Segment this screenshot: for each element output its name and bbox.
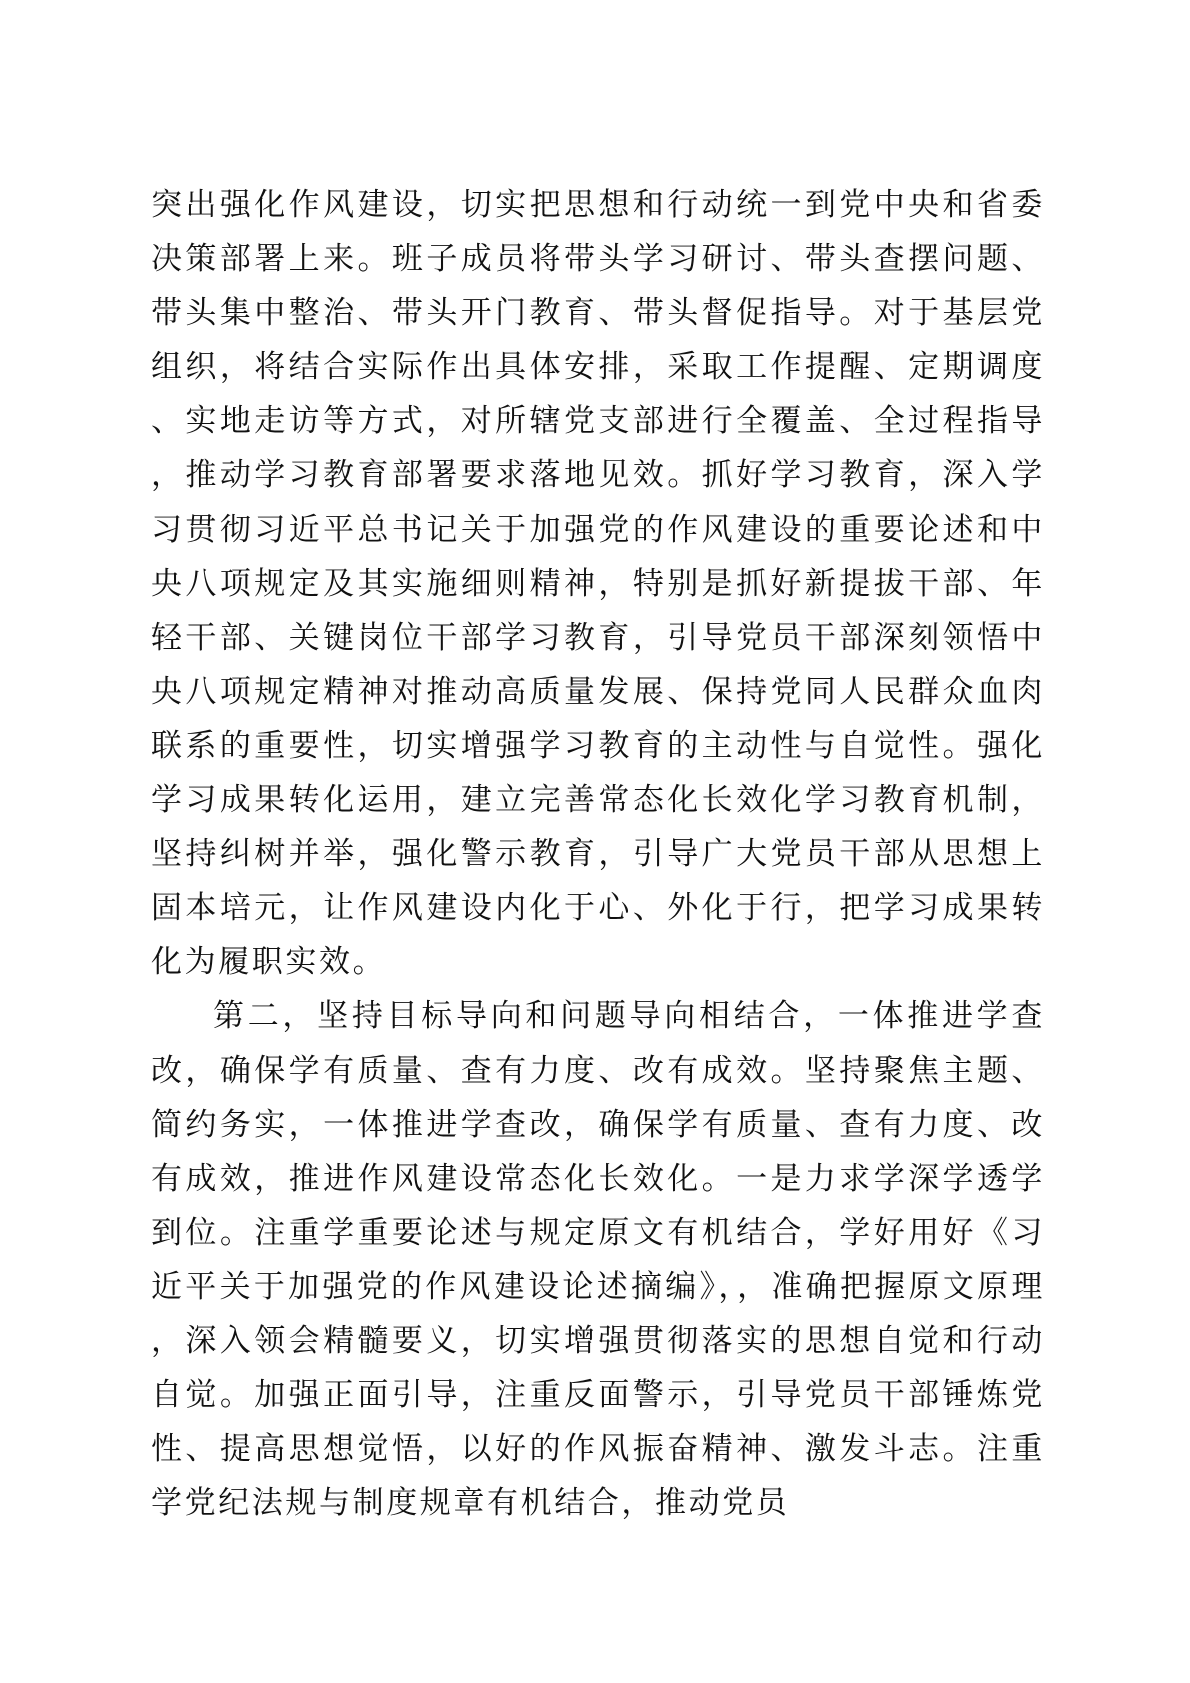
document-body xyxy=(151,178,1045,1530)
paragraph-1: 突出强化作风建设，切实把思想和行动统一到党中央和省委决策部署上来。班子成员将带头学习研讨、带头查摆问题、带头集中整治、带头开门教育、带头督促指导。对于基层党组织，将结合实际作出具体安排，采取工作提醒、定期调度、实地走访等方式，对所辖党支部进行全覆盖、全过程指导，推动学习教育部署要求落地见效。抓好学习教育，深入学习贯彻习近平总书记关于加强党的作风建设的重要论述和中央八项规定及其实施细则精神，特别是抓好新提拔干部、年轻干部、关键岗位干部学习教育，引导党员干部深刻领悟中央八项规定精神对推动高质量发展、保持党同人民群众血肉联系的重要性，切实增强学习教育的主动性与自觉性。强化学习成果转化运用，建立完善常态化长效化学习教育机制，坚持纠树并举，强化警示教育，引导广大党员干部从思想上固本培元，让作风建设内化于心、外化于行，把学习成果转化为履职实效。 xyxy=(151,187,1045,981)
paragraph-2: 第二，坚持目标导向和问题导向相结合，一体推进学查改，确保学有质量、查有力度、改有成效。坚持聚焦主题、简约务实，一体推进学查改，确保学有质量、查有力度、改有成效，推进作风建设常态化长效化。一是力求学深学透学到位。注重学重要论述与规定原文有机结合，学好用好《习近平关于加强党的作风建设论述摘编》，，准确把握原文原理，深入领会精髓要义，切实增强贯彻落实的思想自觉和行动自觉。加强正面引导，注重反面警示，引导党员干部锤炼党性、提高思想觉悟，以好的作风振奋精神、激发斗志。注重学党纪法规与制度规章有机结合，推动党员 xyxy=(151,998,1045,1522)
